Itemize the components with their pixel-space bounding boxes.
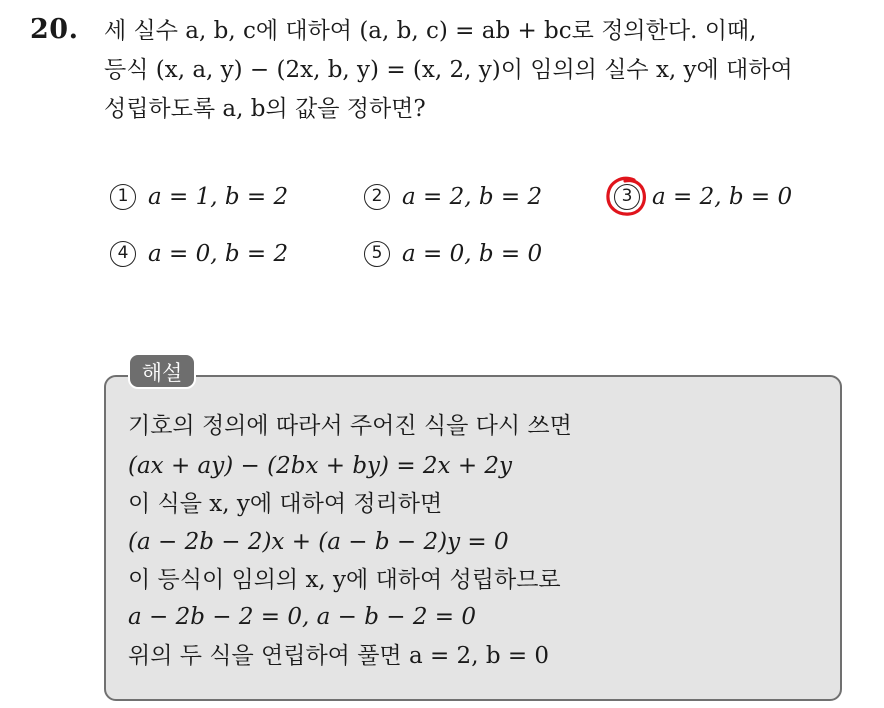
explanation-line-6: a − 2b − 2 = 0, a − b − 2 = 0 <box>128 604 477 630</box>
choice-expression-1: a = 1, b = 2 <box>148 184 289 210</box>
question-stem-line-1: 세 실수 a, b, c에 대하여 (a, b, c) = ab + bc로 정의한다. 이때, <box>104 18 757 44</box>
choice-5[interactable] <box>364 239 542 269</box>
question-stem-line-2: 등식 (x, a, y) − (2x, b, y) = (x, 2, y)이 임의의 실수 x, y에 대하여 <box>104 57 793 83</box>
choice-3[interactable] <box>614 182 792 212</box>
choice-number-4: 4 <box>110 241 136 267</box>
choice-2[interactable] <box>364 182 542 212</box>
question-stem-line-3: 성립하도록 a, b의 값을 정하면? <box>104 96 426 122</box>
choice-number-2: 2 <box>364 184 390 210</box>
explanation-line-2: (ax + ay) − (2bx + by) = 2x + 2y <box>128 453 513 479</box>
choice-expression-4: a = 0, b = 2 <box>148 241 289 267</box>
explanation-line-3: 이 식을 x, y에 대하여 정리하면 <box>128 491 443 517</box>
choice-4[interactable] <box>110 239 288 269</box>
choice-1[interactable] <box>110 182 288 212</box>
choice-expression-3: a = 2, b = 0 <box>652 184 793 210</box>
choice-number-1: 1 <box>110 184 136 210</box>
explanation-line-7: 위의 두 식을 연립하여 풀면 a = 2, b = 0 <box>128 643 550 669</box>
choice-number-5: 5 <box>364 241 390 267</box>
explanation-line-4: (a − 2b − 2)x + (a − b − 2)y = 0 <box>128 529 509 555</box>
explanation-tab: 해설 <box>128 353 196 389</box>
choice-number-3: 3 <box>614 184 640 210</box>
choice-expression-2: a = 2, b = 2 <box>402 184 543 210</box>
choice-expression-5: a = 0, b = 0 <box>402 241 543 267</box>
explanation-line-1: 기호의 정의에 따라서 주어진 식을 다시 쓰면 <box>128 413 572 439</box>
problem-number: 20. <box>30 14 79 45</box>
explanation-line-5: 이 등식이 임의의 x, y에 대하여 성립하므로 <box>128 567 561 593</box>
